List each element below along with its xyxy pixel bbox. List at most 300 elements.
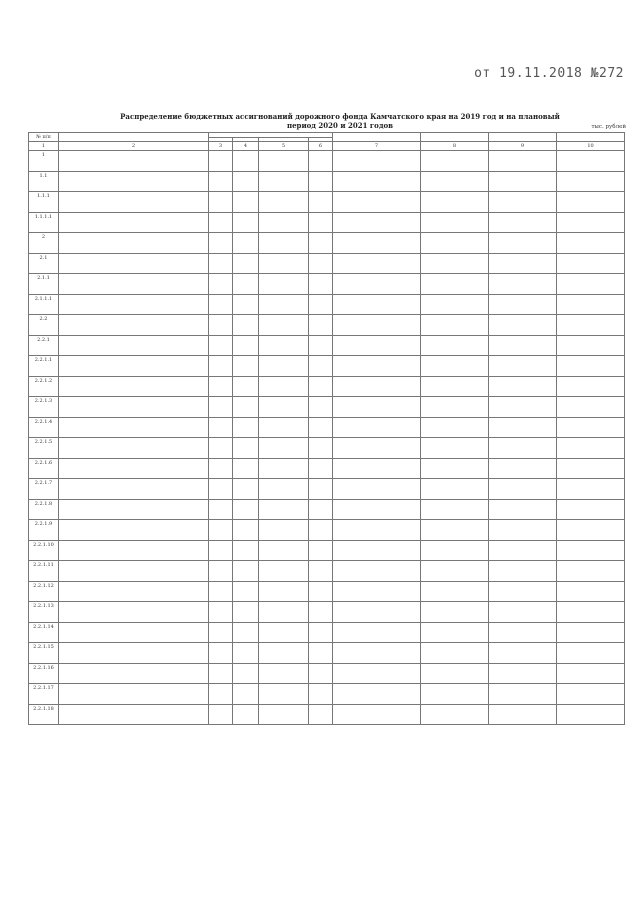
row-grbs <box>209 602 233 623</box>
row-grbs <box>209 540 233 561</box>
row-rzpr <box>233 171 259 192</box>
row-name <box>59 294 209 315</box>
row-number: 2.2.1.11 <box>29 561 59 582</box>
row-2021 <box>557 397 625 418</box>
row-2021 <box>557 663 625 684</box>
row-csr <box>259 602 309 623</box>
row-2020 <box>489 274 557 295</box>
row-number: 2.1 <box>29 253 59 274</box>
row-2021 <box>557 643 625 664</box>
table-row <box>29 643 625 664</box>
date-stamp: от 19.11.2018 №272 <box>474 66 624 81</box>
row-name <box>59 602 209 623</box>
table-row <box>29 376 625 397</box>
row-rzpr <box>233 438 259 459</box>
row-vr <box>309 622 333 643</box>
row-admin <box>333 151 421 172</box>
row-admin <box>333 376 421 397</box>
row-2019 <box>421 479 489 500</box>
row-rzpr <box>233 663 259 684</box>
row-admin <box>333 397 421 418</box>
row-2020 <box>489 212 557 233</box>
row-rzpr <box>233 376 259 397</box>
row-admin <box>333 540 421 561</box>
row-2019 <box>421 622 489 643</box>
row-grbs <box>209 643 233 664</box>
row-2019 <box>421 520 489 541</box>
row-rzpr <box>233 643 259 664</box>
row-csr <box>259 561 309 582</box>
row-2019 <box>421 151 489 172</box>
row-number: 2.2.1.14 <box>29 622 59 643</box>
row-2020 <box>489 253 557 274</box>
row-rzpr <box>233 233 259 254</box>
table-row <box>29 581 625 602</box>
row-2019 <box>421 704 489 725</box>
row-csr <box>259 520 309 541</box>
row-number: 2.2.1.1 <box>29 356 59 377</box>
row-vr <box>309 704 333 725</box>
row-2020 <box>489 540 557 561</box>
row-2021 <box>557 540 625 561</box>
row-rzpr <box>233 684 259 705</box>
colnum: 8 <box>421 142 489 151</box>
row-rzpr <box>233 704 259 725</box>
row-vr <box>309 274 333 295</box>
row-vr <box>309 192 333 213</box>
row-grbs <box>209 438 233 459</box>
table-row <box>29 294 625 315</box>
row-admin <box>333 315 421 336</box>
row-grbs <box>209 376 233 397</box>
row-2019 <box>421 315 489 336</box>
row-rzpr <box>233 192 259 213</box>
colnum: 5 <box>259 142 309 151</box>
row-vr <box>309 212 333 233</box>
row-2020 <box>489 684 557 705</box>
row-name <box>59 643 209 664</box>
row-admin <box>333 643 421 664</box>
row-number: 2.2.1.5 <box>29 438 59 459</box>
row-rzpr <box>233 356 259 377</box>
row-admin <box>333 417 421 438</box>
row-grbs <box>209 192 233 213</box>
table-row <box>29 212 625 233</box>
row-2019 <box>421 458 489 479</box>
row-csr <box>259 356 309 377</box>
row-vr <box>309 684 333 705</box>
row-2020 <box>489 417 557 438</box>
row-number: 2.2.1.3 <box>29 397 59 418</box>
row-vr <box>309 458 333 479</box>
row-2019 <box>421 212 489 233</box>
row-2021 <box>557 622 625 643</box>
row-2020 <box>489 192 557 213</box>
table-body <box>29 151 625 725</box>
table-row <box>29 704 625 725</box>
row-grbs <box>209 458 233 479</box>
row-number: 2.2.1.17 <box>29 684 59 705</box>
row-name <box>59 315 209 336</box>
row-csr <box>259 684 309 705</box>
row-name <box>59 581 209 602</box>
row-2021 <box>557 479 625 500</box>
row-number: 2.2.1.10 <box>29 540 59 561</box>
row-csr <box>259 397 309 418</box>
row-number: 2.2 <box>29 315 59 336</box>
row-number: 2 <box>29 233 59 254</box>
row-2020 <box>489 376 557 397</box>
row-name <box>59 479 209 500</box>
row-csr <box>259 233 309 254</box>
table-row <box>29 458 625 479</box>
row-csr <box>259 704 309 725</box>
row-csr <box>259 581 309 602</box>
row-2021 <box>557 335 625 356</box>
row-2020 <box>489 704 557 725</box>
row-vr <box>309 356 333 377</box>
row-2021 <box>557 458 625 479</box>
row-admin <box>333 253 421 274</box>
row-vr <box>309 315 333 336</box>
table-header <box>29 133 625 151</box>
row-2021 <box>557 376 625 397</box>
table-row <box>29 192 625 213</box>
row-2021 <box>557 151 625 172</box>
row-number: 1.1.1.1 <box>29 212 59 233</box>
row-grbs <box>209 212 233 233</box>
table-row <box>29 438 625 459</box>
row-2020 <box>489 438 557 459</box>
row-2020 <box>489 335 557 356</box>
row-2020 <box>489 315 557 336</box>
row-2021 <box>557 294 625 315</box>
row-2020 <box>489 151 557 172</box>
row-vr <box>309 499 333 520</box>
row-admin <box>333 438 421 459</box>
row-vr <box>309 581 333 602</box>
row-2019 <box>421 376 489 397</box>
row-admin <box>333 622 421 643</box>
row-number: 1.1 <box>29 171 59 192</box>
row-name <box>59 561 209 582</box>
row-vr <box>309 643 333 664</box>
row-rzpr <box>233 602 259 623</box>
row-csr <box>259 417 309 438</box>
row-2019 <box>421 499 489 520</box>
row-vr <box>309 561 333 582</box>
row-2020 <box>489 479 557 500</box>
row-2020 <box>489 356 557 377</box>
row-2021 <box>557 233 625 254</box>
row-name <box>59 520 209 541</box>
row-rzpr <box>233 315 259 336</box>
table-row <box>29 561 625 582</box>
row-vr <box>309 520 333 541</box>
col-2019-header <box>421 133 489 142</box>
column-numbers-row <box>29 142 625 151</box>
row-2019 <box>421 294 489 315</box>
row-name <box>59 233 209 254</box>
row-rzpr <box>233 540 259 561</box>
row-2019 <box>421 397 489 418</box>
row-admin <box>333 192 421 213</box>
colnum: 3 <box>209 142 233 151</box>
row-number: 2.2.1.2 <box>29 376 59 397</box>
table-row <box>29 520 625 541</box>
row-rzpr <box>233 335 259 356</box>
row-2020 <box>489 520 557 541</box>
row-rzpr <box>233 151 259 172</box>
row-number: 2.2.1.4 <box>29 417 59 438</box>
row-vr <box>309 171 333 192</box>
row-rzpr <box>233 622 259 643</box>
row-2020 <box>489 294 557 315</box>
row-csr <box>259 622 309 643</box>
row-vr <box>309 602 333 623</box>
row-name <box>59 397 209 418</box>
row-csr <box>259 438 309 459</box>
row-grbs <box>209 479 233 500</box>
table-row <box>29 253 625 274</box>
row-name <box>59 663 209 684</box>
row-rzpr <box>233 499 259 520</box>
table-row <box>29 356 625 377</box>
row-grbs <box>209 499 233 520</box>
row-csr <box>259 376 309 397</box>
table-row <box>29 171 625 192</box>
table-row <box>29 233 625 254</box>
row-csr <box>259 540 309 561</box>
row-2021 <box>557 192 625 213</box>
colnum: 2 <box>59 142 209 151</box>
units-label: тыс. рублей <box>591 124 626 130</box>
table-row <box>29 684 625 705</box>
row-name <box>59 417 209 438</box>
row-name <box>59 458 209 479</box>
col-admin-header <box>333 133 421 142</box>
row-number: 2.2.1.7 <box>29 479 59 500</box>
row-csr <box>259 274 309 295</box>
row-name <box>59 684 209 705</box>
row-admin <box>333 704 421 725</box>
row-vr <box>309 479 333 500</box>
row-grbs <box>209 417 233 438</box>
row-rzpr <box>233 294 259 315</box>
row-rzpr <box>233 253 259 274</box>
row-csr <box>259 192 309 213</box>
row-2021 <box>557 356 625 377</box>
colnum: 7 <box>333 142 421 151</box>
row-admin <box>333 499 421 520</box>
row-2020 <box>489 499 557 520</box>
row-admin <box>333 684 421 705</box>
row-2021 <box>557 171 625 192</box>
row-rzpr <box>233 212 259 233</box>
colnum: 4 <box>233 142 259 151</box>
row-csr <box>259 335 309 356</box>
row-rzpr <box>233 417 259 438</box>
row-admin <box>333 212 421 233</box>
row-2020 <box>489 622 557 643</box>
row-admin <box>333 294 421 315</box>
row-2020 <box>489 397 557 418</box>
document-title: Распределение бюджетных ассигнований дорожного фонда Камчатского края на 2019 год и на плановый период 2020 и 2021 годов <box>120 112 560 130</box>
row-admin <box>333 561 421 582</box>
row-2019 <box>421 581 489 602</box>
row-name <box>59 171 209 192</box>
row-number: 2.2.1.15 <box>29 643 59 664</box>
row-2020 <box>489 561 557 582</box>
row-name <box>59 499 209 520</box>
row-name <box>59 212 209 233</box>
row-csr <box>259 479 309 500</box>
row-name <box>59 274 209 295</box>
col-2021-header <box>557 133 625 142</box>
row-2020 <box>489 643 557 664</box>
row-2019 <box>421 335 489 356</box>
row-2020 <box>489 458 557 479</box>
row-admin <box>333 356 421 377</box>
row-admin <box>333 663 421 684</box>
row-2019 <box>421 684 489 705</box>
row-2019 <box>421 274 489 295</box>
row-grbs <box>209 684 233 705</box>
row-2020 <box>489 171 557 192</box>
row-number: 2.2.1 <box>29 335 59 356</box>
row-2019 <box>421 643 489 664</box>
row-grbs <box>209 581 233 602</box>
row-vr <box>309 663 333 684</box>
row-rzpr <box>233 520 259 541</box>
row-vr <box>309 335 333 356</box>
row-grbs <box>209 704 233 725</box>
table-row <box>29 622 625 643</box>
colnum: 9 <box>489 142 557 151</box>
row-2020 <box>489 602 557 623</box>
row-vr <box>309 438 333 459</box>
row-vr <box>309 294 333 315</box>
row-2021 <box>557 581 625 602</box>
row-rzpr <box>233 561 259 582</box>
row-number: 2.1.1.1 <box>29 294 59 315</box>
table-row <box>29 499 625 520</box>
table-row <box>29 397 625 418</box>
row-csr <box>259 212 309 233</box>
row-2019 <box>421 417 489 438</box>
row-2021 <box>557 315 625 336</box>
row-number: 2.1.1 <box>29 274 59 295</box>
table-row <box>29 417 625 438</box>
row-2019 <box>421 438 489 459</box>
row-rzpr <box>233 458 259 479</box>
row-2021 <box>557 438 625 459</box>
row-2021 <box>557 561 625 582</box>
row-rzpr <box>233 397 259 418</box>
row-admin <box>333 602 421 623</box>
row-vr <box>309 397 333 418</box>
row-grbs <box>209 294 233 315</box>
col-2020-header <box>489 133 557 142</box>
row-2019 <box>421 663 489 684</box>
row-admin <box>333 335 421 356</box>
row-vr <box>309 151 333 172</box>
row-2019 <box>421 171 489 192</box>
row-grbs <box>209 622 233 643</box>
row-name <box>59 438 209 459</box>
row-number: 2.2.1.6 <box>29 458 59 479</box>
row-number: 2.2.1.13 <box>29 602 59 623</box>
col-num-header: № п/п <box>29 133 59 142</box>
row-2019 <box>421 356 489 377</box>
colnum: 1 <box>29 142 59 151</box>
row-csr <box>259 663 309 684</box>
row-rzpr <box>233 274 259 295</box>
row-admin <box>333 274 421 295</box>
row-2019 <box>421 602 489 623</box>
budget-table <box>28 132 625 725</box>
row-admin <box>333 581 421 602</box>
table-row <box>29 274 625 295</box>
row-number: 2.2.1.18 <box>29 704 59 725</box>
row-grbs <box>209 663 233 684</box>
row-rzpr <box>233 581 259 602</box>
row-name <box>59 356 209 377</box>
row-admin <box>333 520 421 541</box>
colnum: 6 <box>309 142 333 151</box>
table-row <box>29 663 625 684</box>
row-vr <box>309 233 333 254</box>
row-grbs <box>209 397 233 418</box>
row-name <box>59 704 209 725</box>
table-row <box>29 315 625 336</box>
row-name <box>59 376 209 397</box>
row-2021 <box>557 417 625 438</box>
row-2020 <box>489 581 557 602</box>
row-name <box>59 253 209 274</box>
row-2019 <box>421 540 489 561</box>
row-grbs <box>209 561 233 582</box>
row-name <box>59 335 209 356</box>
row-2021 <box>557 520 625 541</box>
row-name <box>59 540 209 561</box>
row-2021 <box>557 212 625 233</box>
row-2019 <box>421 253 489 274</box>
row-2020 <box>489 663 557 684</box>
row-grbs <box>209 520 233 541</box>
row-grbs <box>209 151 233 172</box>
row-number: 2.2.1.12 <box>29 581 59 602</box>
row-grbs <box>209 356 233 377</box>
row-csr <box>259 458 309 479</box>
row-grbs <box>209 274 233 295</box>
row-grbs <box>209 335 233 356</box>
row-number: 2.2.1.9 <box>29 520 59 541</box>
table-row <box>29 602 625 623</box>
row-rzpr <box>233 479 259 500</box>
colnum: 10 <box>557 142 625 151</box>
row-vr <box>309 376 333 397</box>
row-csr <box>259 151 309 172</box>
row-vr <box>309 417 333 438</box>
row-number: 2.2.1.8 <box>29 499 59 520</box>
row-grbs <box>209 233 233 254</box>
row-admin <box>333 458 421 479</box>
row-admin <box>333 233 421 254</box>
row-grbs <box>209 315 233 336</box>
row-admin <box>333 171 421 192</box>
row-csr <box>259 253 309 274</box>
